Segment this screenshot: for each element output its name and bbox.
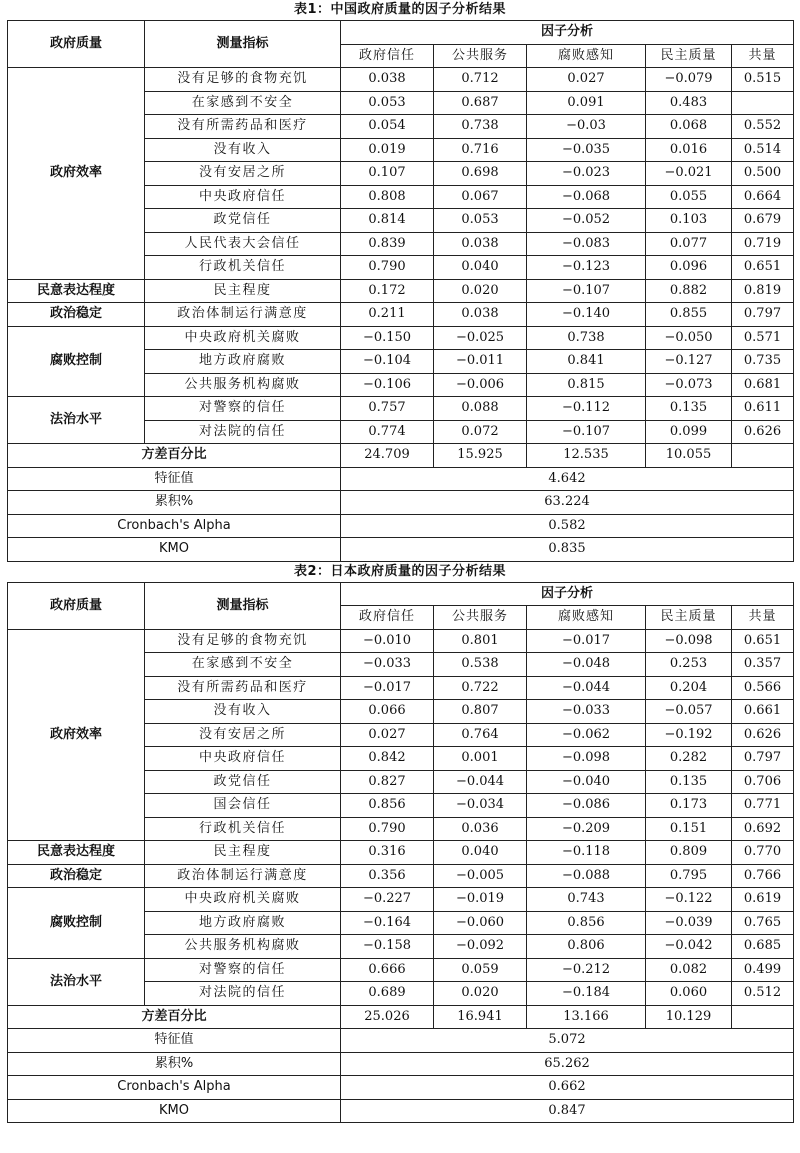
value-cell: 0.698 — [434, 162, 527, 186]
indicator-cell: 行政机关信任 — [145, 256, 341, 280]
table-row — [8, 397, 794, 421]
indicator-cell: 民主程度 — [145, 841, 341, 865]
summary-row — [8, 1076, 794, 1100]
value-cell: 0.077 — [646, 232, 732, 256]
value-cell: 0.687 — [434, 91, 527, 115]
variance-value-cell: 25.026 — [341, 1005, 434, 1029]
value-cell: 0.552 — [732, 115, 794, 139]
value-cell: 0.072 — [434, 420, 527, 444]
summary-label-cell: Cronbach's Alpha — [8, 514, 341, 538]
value-cell: 0.357 — [732, 653, 794, 677]
summary-value-cell: 63.224 — [341, 491, 794, 515]
value-cell: 0.088 — [434, 397, 527, 421]
value-cell: −0.158 — [341, 935, 434, 959]
value-cell: −0.057 — [646, 700, 732, 724]
indicator-cell: 在家感到不安全 — [145, 91, 341, 115]
value-cell: 0.204 — [646, 676, 732, 700]
value-cell: 0.053 — [434, 209, 527, 233]
factor-header-cell: 民主质量 — [646, 44, 732, 68]
value-cell: 0.664 — [732, 185, 794, 209]
value-cell: 0.797 — [732, 303, 794, 327]
group-label-cell: 民意表达程度 — [8, 841, 145, 865]
indicator-cell: 对警察的信任 — [145, 397, 341, 421]
value-cell: 0.809 — [646, 841, 732, 865]
group-label-cell: 政府效率 — [8, 629, 145, 841]
value-cell: 0.135 — [646, 397, 732, 421]
indicator-cell: 中央政府机关腐败 — [145, 326, 341, 350]
indicator-cell: 国会信任 — [145, 794, 341, 818]
value-cell: −0.073 — [646, 373, 732, 397]
header-row — [8, 21, 794, 45]
value-cell: −0.03 — [527, 115, 646, 139]
value-cell: −0.042 — [646, 935, 732, 959]
indicator-cell: 地方政府腐败 — [145, 350, 341, 374]
table-caption: 表1：中国政府质量的因子分析结果 — [293, 2, 507, 17]
value-cell — [732, 91, 794, 115]
value-cell: −0.079 — [646, 68, 732, 92]
value-cell: 0.019 — [341, 138, 434, 162]
value-cell: 0.151 — [646, 817, 732, 841]
value-cell: 0.173 — [646, 794, 732, 818]
value-cell: 0.020 — [434, 982, 527, 1006]
variance-row — [8, 1005, 794, 1029]
table-row — [8, 68, 794, 92]
value-cell: 0.719 — [732, 232, 794, 256]
table-caption: 表2：日本政府质量的因子分析结果 — [293, 563, 507, 579]
indicator-cell: 公共服务机构腐败 — [145, 935, 341, 959]
variance-value-cell: 15.925 — [434, 444, 527, 468]
factor-header-cell: 民主质量 — [646, 606, 732, 630]
value-cell: 0.356 — [341, 864, 434, 888]
value-cell: 0.059 — [434, 958, 527, 982]
value-cell: 0.808 — [341, 185, 434, 209]
indicator-cell: 政党信任 — [145, 209, 341, 233]
summary-value-cell: 0.847 — [341, 1099, 794, 1123]
variance-label-cell: 方差百分比 — [8, 444, 341, 468]
value-cell: 0.571 — [732, 326, 794, 350]
value-cell: 0.282 — [646, 747, 732, 771]
value-cell: −0.033 — [341, 653, 434, 677]
factor-analysis-table — [7, 582, 794, 1124]
value-cell: −0.092 — [434, 935, 527, 959]
value-cell: 0.611 — [732, 397, 794, 421]
value-cell: −0.019 — [434, 888, 527, 912]
value-cell: −0.044 — [434, 770, 527, 794]
variance-value-cell: 10.129 — [646, 1005, 732, 1029]
value-cell: 0.211 — [341, 303, 434, 327]
value-cell: −0.118 — [527, 841, 646, 865]
value-cell: 0.738 — [527, 326, 646, 350]
group-label-cell: 民意表达程度 — [8, 279, 145, 303]
value-cell: 0.716 — [434, 138, 527, 162]
value-cell: 0.499 — [732, 958, 794, 982]
group-label-cell: 法治水平 — [8, 397, 145, 444]
value-cell: 0.172 — [341, 279, 434, 303]
value-cell: 0.814 — [341, 209, 434, 233]
table-row — [8, 888, 794, 912]
summary-value-cell: 0.582 — [341, 514, 794, 538]
indicator-cell: 人民代表大会信任 — [145, 232, 341, 256]
value-cell: 0.819 — [732, 279, 794, 303]
indicator-cell: 没有收入 — [145, 138, 341, 162]
value-cell: 0.766 — [732, 864, 794, 888]
indicator-cell: 对法院的信任 — [145, 420, 341, 444]
value-cell: −0.123 — [527, 256, 646, 280]
value-cell: −0.140 — [527, 303, 646, 327]
group-label-cell: 政府效率 — [8, 68, 145, 280]
factor-header-cell: 政府信任 — [341, 606, 434, 630]
value-cell: −0.006 — [434, 373, 527, 397]
value-cell: 0.685 — [732, 935, 794, 959]
value-cell: 0.096 — [646, 256, 732, 280]
value-cell: −0.011 — [434, 350, 527, 374]
value-cell: 0.001 — [434, 747, 527, 771]
variance-value-cell: 16.941 — [434, 1005, 527, 1029]
value-cell: −0.050 — [646, 326, 732, 350]
table-row — [8, 326, 794, 350]
value-cell: 0.500 — [732, 162, 794, 186]
value-cell: 0.801 — [434, 629, 527, 653]
value-cell: 0.038 — [434, 303, 527, 327]
value-cell: −0.033 — [527, 700, 646, 724]
value-cell: 0.016 — [646, 138, 732, 162]
summary-label-cell: 累积% — [8, 1052, 341, 1076]
value-cell: −0.048 — [527, 653, 646, 677]
value-cell: 0.839 — [341, 232, 434, 256]
table-row — [8, 279, 794, 303]
group-label-cell: 政治稳定 — [8, 303, 145, 327]
value-cell: 0.040 — [434, 256, 527, 280]
value-cell: 0.054 — [341, 115, 434, 139]
value-cell: −0.060 — [434, 911, 527, 935]
summary-row — [8, 467, 794, 491]
value-cell: 0.774 — [341, 420, 434, 444]
value-cell: −0.040 — [527, 770, 646, 794]
value-cell: 0.712 — [434, 68, 527, 92]
value-cell: 0.679 — [732, 209, 794, 233]
value-cell: 0.515 — [732, 68, 794, 92]
summary-row — [8, 1052, 794, 1076]
value-cell: 0.566 — [732, 676, 794, 700]
value-cell: 0.027 — [341, 723, 434, 747]
summary-value-cell: 5.072 — [341, 1029, 794, 1053]
value-cell: 0.692 — [732, 817, 794, 841]
value-cell: 0.027 — [527, 68, 646, 92]
value-cell: 0.135 — [646, 770, 732, 794]
indicator-cell: 没有所需药品和医疗 — [145, 115, 341, 139]
value-cell: 0.689 — [341, 982, 434, 1006]
value-cell: 0.316 — [341, 841, 434, 865]
variance-label-cell: 方差百分比 — [8, 1005, 341, 1029]
value-cell: 0.038 — [434, 232, 527, 256]
factor-header-cell: 公共服务 — [434, 44, 527, 68]
value-cell: −0.035 — [527, 138, 646, 162]
value-cell: 0.067 — [434, 185, 527, 209]
variance-value-cell: 10.055 — [646, 444, 732, 468]
value-cell: 0.103 — [646, 209, 732, 233]
value-cell: 0.538 — [434, 653, 527, 677]
summary-value-cell: 65.262 — [341, 1052, 794, 1076]
indicator-cell: 没有足够的食物充饥 — [145, 68, 341, 92]
value-cell: −0.122 — [646, 888, 732, 912]
value-cell: 0.651 — [732, 256, 794, 280]
value-cell: 0.771 — [732, 794, 794, 818]
value-cell: −0.192 — [646, 723, 732, 747]
value-cell: 0.790 — [341, 256, 434, 280]
value-cell: −0.017 — [527, 629, 646, 653]
header-cell: 测量指标 — [145, 21, 341, 68]
summary-label-cell: KMO — [8, 1099, 341, 1123]
value-cell: 0.807 — [434, 700, 527, 724]
value-cell: −0.127 — [646, 350, 732, 374]
summary-label-cell: 特征值 — [8, 1029, 341, 1053]
value-cell: −0.106 — [341, 373, 434, 397]
variance-value-cell — [732, 444, 794, 468]
summary-value-cell: 0.662 — [341, 1076, 794, 1100]
value-cell: 0.841 — [527, 350, 646, 374]
value-cell: 0.827 — [341, 770, 434, 794]
value-cell: 0.068 — [646, 115, 732, 139]
group-label-cell: 法治水平 — [8, 958, 145, 1005]
value-cell: −0.164 — [341, 911, 434, 935]
value-cell: 0.842 — [341, 747, 434, 771]
value-cell: −0.112 — [527, 397, 646, 421]
summary-row — [8, 514, 794, 538]
group-label-cell: 腐败控制 — [8, 326, 145, 397]
summary-label-cell: 特征值 — [8, 467, 341, 491]
value-cell: −0.104 — [341, 350, 434, 374]
factor-analysis-table — [7, 20, 794, 562]
factor-header-cell: 共量 — [732, 44, 794, 68]
value-cell: −0.034 — [434, 794, 527, 818]
indicator-cell: 对法院的信任 — [145, 982, 341, 1006]
table-row — [8, 303, 794, 327]
value-cell: 0.253 — [646, 653, 732, 677]
factor-header-cell: 腐败感知 — [527, 606, 646, 630]
value-cell: 0.082 — [646, 958, 732, 982]
value-cell: −0.021 — [646, 162, 732, 186]
value-cell: 0.790 — [341, 817, 434, 841]
indicator-cell: 政党信任 — [145, 770, 341, 794]
value-cell: 0.738 — [434, 115, 527, 139]
indicator-cell: 没有收入 — [145, 700, 341, 724]
indicator-cell: 没有所需药品和医疗 — [145, 676, 341, 700]
value-cell: 0.764 — [434, 723, 527, 747]
value-cell: −0.044 — [527, 676, 646, 700]
value-cell: 0.514 — [732, 138, 794, 162]
value-cell: −0.025 — [434, 326, 527, 350]
value-cell: −0.083 — [527, 232, 646, 256]
variance-value-cell: 13.166 — [527, 1005, 646, 1029]
table-row — [8, 841, 794, 865]
header-group-cell: 因子分析 — [341, 582, 794, 606]
value-cell: 0.797 — [732, 747, 794, 771]
value-cell: 0.757 — [341, 397, 434, 421]
summary-row — [8, 491, 794, 515]
indicator-cell: 在家感到不安全 — [145, 653, 341, 677]
value-cell: 0.055 — [646, 185, 732, 209]
value-cell: 0.743 — [527, 888, 646, 912]
value-cell: 0.053 — [341, 91, 434, 115]
value-cell: 0.661 — [732, 700, 794, 724]
value-cell: 0.091 — [527, 91, 646, 115]
value-cell: 0.882 — [646, 279, 732, 303]
value-cell: −0.062 — [527, 723, 646, 747]
value-cell: 0.066 — [341, 700, 434, 724]
indicator-cell: 政治体制运行满意度 — [145, 864, 341, 888]
indicator-cell: 中央政府信任 — [145, 185, 341, 209]
value-cell: −0.039 — [646, 911, 732, 935]
value-cell: 0.020 — [434, 279, 527, 303]
indicator-cell: 民主程度 — [145, 279, 341, 303]
indicator-cell: 地方政府腐败 — [145, 911, 341, 935]
factor-header-cell: 腐败感知 — [527, 44, 646, 68]
indicator-cell: 政治体制运行满意度 — [145, 303, 341, 327]
value-cell: −0.010 — [341, 629, 434, 653]
variance-value-cell: 12.535 — [527, 444, 646, 468]
value-cell: −0.086 — [527, 794, 646, 818]
indicator-cell: 中央政府机关腐败 — [145, 888, 341, 912]
value-cell: 0.651 — [732, 629, 794, 653]
value-cell: 0.722 — [434, 676, 527, 700]
value-cell: 0.735 — [732, 350, 794, 374]
value-cell: 0.765 — [732, 911, 794, 935]
factor-header-cell: 共量 — [732, 606, 794, 630]
value-cell: −0.088 — [527, 864, 646, 888]
summary-row — [8, 1099, 794, 1123]
value-cell: −0.184 — [527, 982, 646, 1006]
value-cell: 0.619 — [732, 888, 794, 912]
value-cell: 0.806 — [527, 935, 646, 959]
value-cell: 0.795 — [646, 864, 732, 888]
table-row — [8, 864, 794, 888]
value-cell: −0.068 — [527, 185, 646, 209]
indicator-cell: 中央政府信任 — [145, 747, 341, 771]
summary-row — [8, 538, 794, 562]
value-cell: −0.212 — [527, 958, 646, 982]
value-cell: 0.099 — [646, 420, 732, 444]
header-row — [8, 582, 794, 606]
value-cell: −0.098 — [646, 629, 732, 653]
value-cell: 0.681 — [732, 373, 794, 397]
value-cell: 0.856 — [341, 794, 434, 818]
indicator-cell: 公共服务机构腐败 — [145, 373, 341, 397]
value-cell: −0.209 — [527, 817, 646, 841]
header-group-cell: 因子分析 — [341, 21, 794, 45]
summary-row — [8, 1029, 794, 1053]
value-cell: 0.512 — [732, 982, 794, 1006]
group-label-cell: 腐败控制 — [8, 888, 145, 959]
value-cell: 0.040 — [434, 841, 527, 865]
value-cell: 0.815 — [527, 373, 646, 397]
summary-label-cell: KMO — [8, 538, 341, 562]
value-cell: 0.107 — [341, 162, 434, 186]
value-cell: 0.036 — [434, 817, 527, 841]
value-cell: 0.626 — [732, 723, 794, 747]
value-cell: −0.150 — [341, 326, 434, 350]
value-cell: 0.038 — [341, 68, 434, 92]
indicator-cell: 没有安居之所 — [145, 723, 341, 747]
value-cell: −0.098 — [527, 747, 646, 771]
indicator-cell: 对警察的信任 — [145, 958, 341, 982]
value-cell: 0.483 — [646, 91, 732, 115]
summary-value-cell: 0.835 — [341, 538, 794, 562]
variance-row — [8, 444, 794, 468]
table-row — [8, 629, 794, 653]
value-cell: −0.227 — [341, 888, 434, 912]
value-cell: −0.005 — [434, 864, 527, 888]
indicator-cell: 没有安居之所 — [145, 162, 341, 186]
value-cell: 0.770 — [732, 841, 794, 865]
factor-header-cell: 政府信任 — [341, 44, 434, 68]
value-cell: −0.107 — [527, 420, 646, 444]
summary-value-cell: 4.642 — [341, 467, 794, 491]
value-cell: −0.052 — [527, 209, 646, 233]
variance-value-cell: 24.709 — [341, 444, 434, 468]
factor-header-cell: 公共服务 — [434, 606, 527, 630]
value-cell: −0.107 — [527, 279, 646, 303]
summary-label-cell: 累积% — [8, 491, 341, 515]
value-cell: −0.023 — [527, 162, 646, 186]
value-cell: 0.856 — [527, 911, 646, 935]
value-cell: 0.706 — [732, 770, 794, 794]
table-row — [8, 958, 794, 982]
value-cell: 0.626 — [732, 420, 794, 444]
summary-label-cell: Cronbach's Alpha — [8, 1076, 341, 1100]
value-cell: 0.060 — [646, 982, 732, 1006]
indicator-cell: 没有足够的食物充饥 — [145, 629, 341, 653]
value-cell: 0.855 — [646, 303, 732, 327]
group-label-cell: 政治稳定 — [8, 864, 145, 888]
variance-value-cell — [732, 1005, 794, 1029]
header-cell: 政府质量 — [8, 21, 145, 68]
header-cell: 测量指标 — [145, 582, 341, 629]
value-cell: −0.017 — [341, 676, 434, 700]
indicator-cell: 行政机关信任 — [145, 817, 341, 841]
header-cell: 政府质量 — [8, 582, 145, 629]
value-cell: 0.666 — [341, 958, 434, 982]
